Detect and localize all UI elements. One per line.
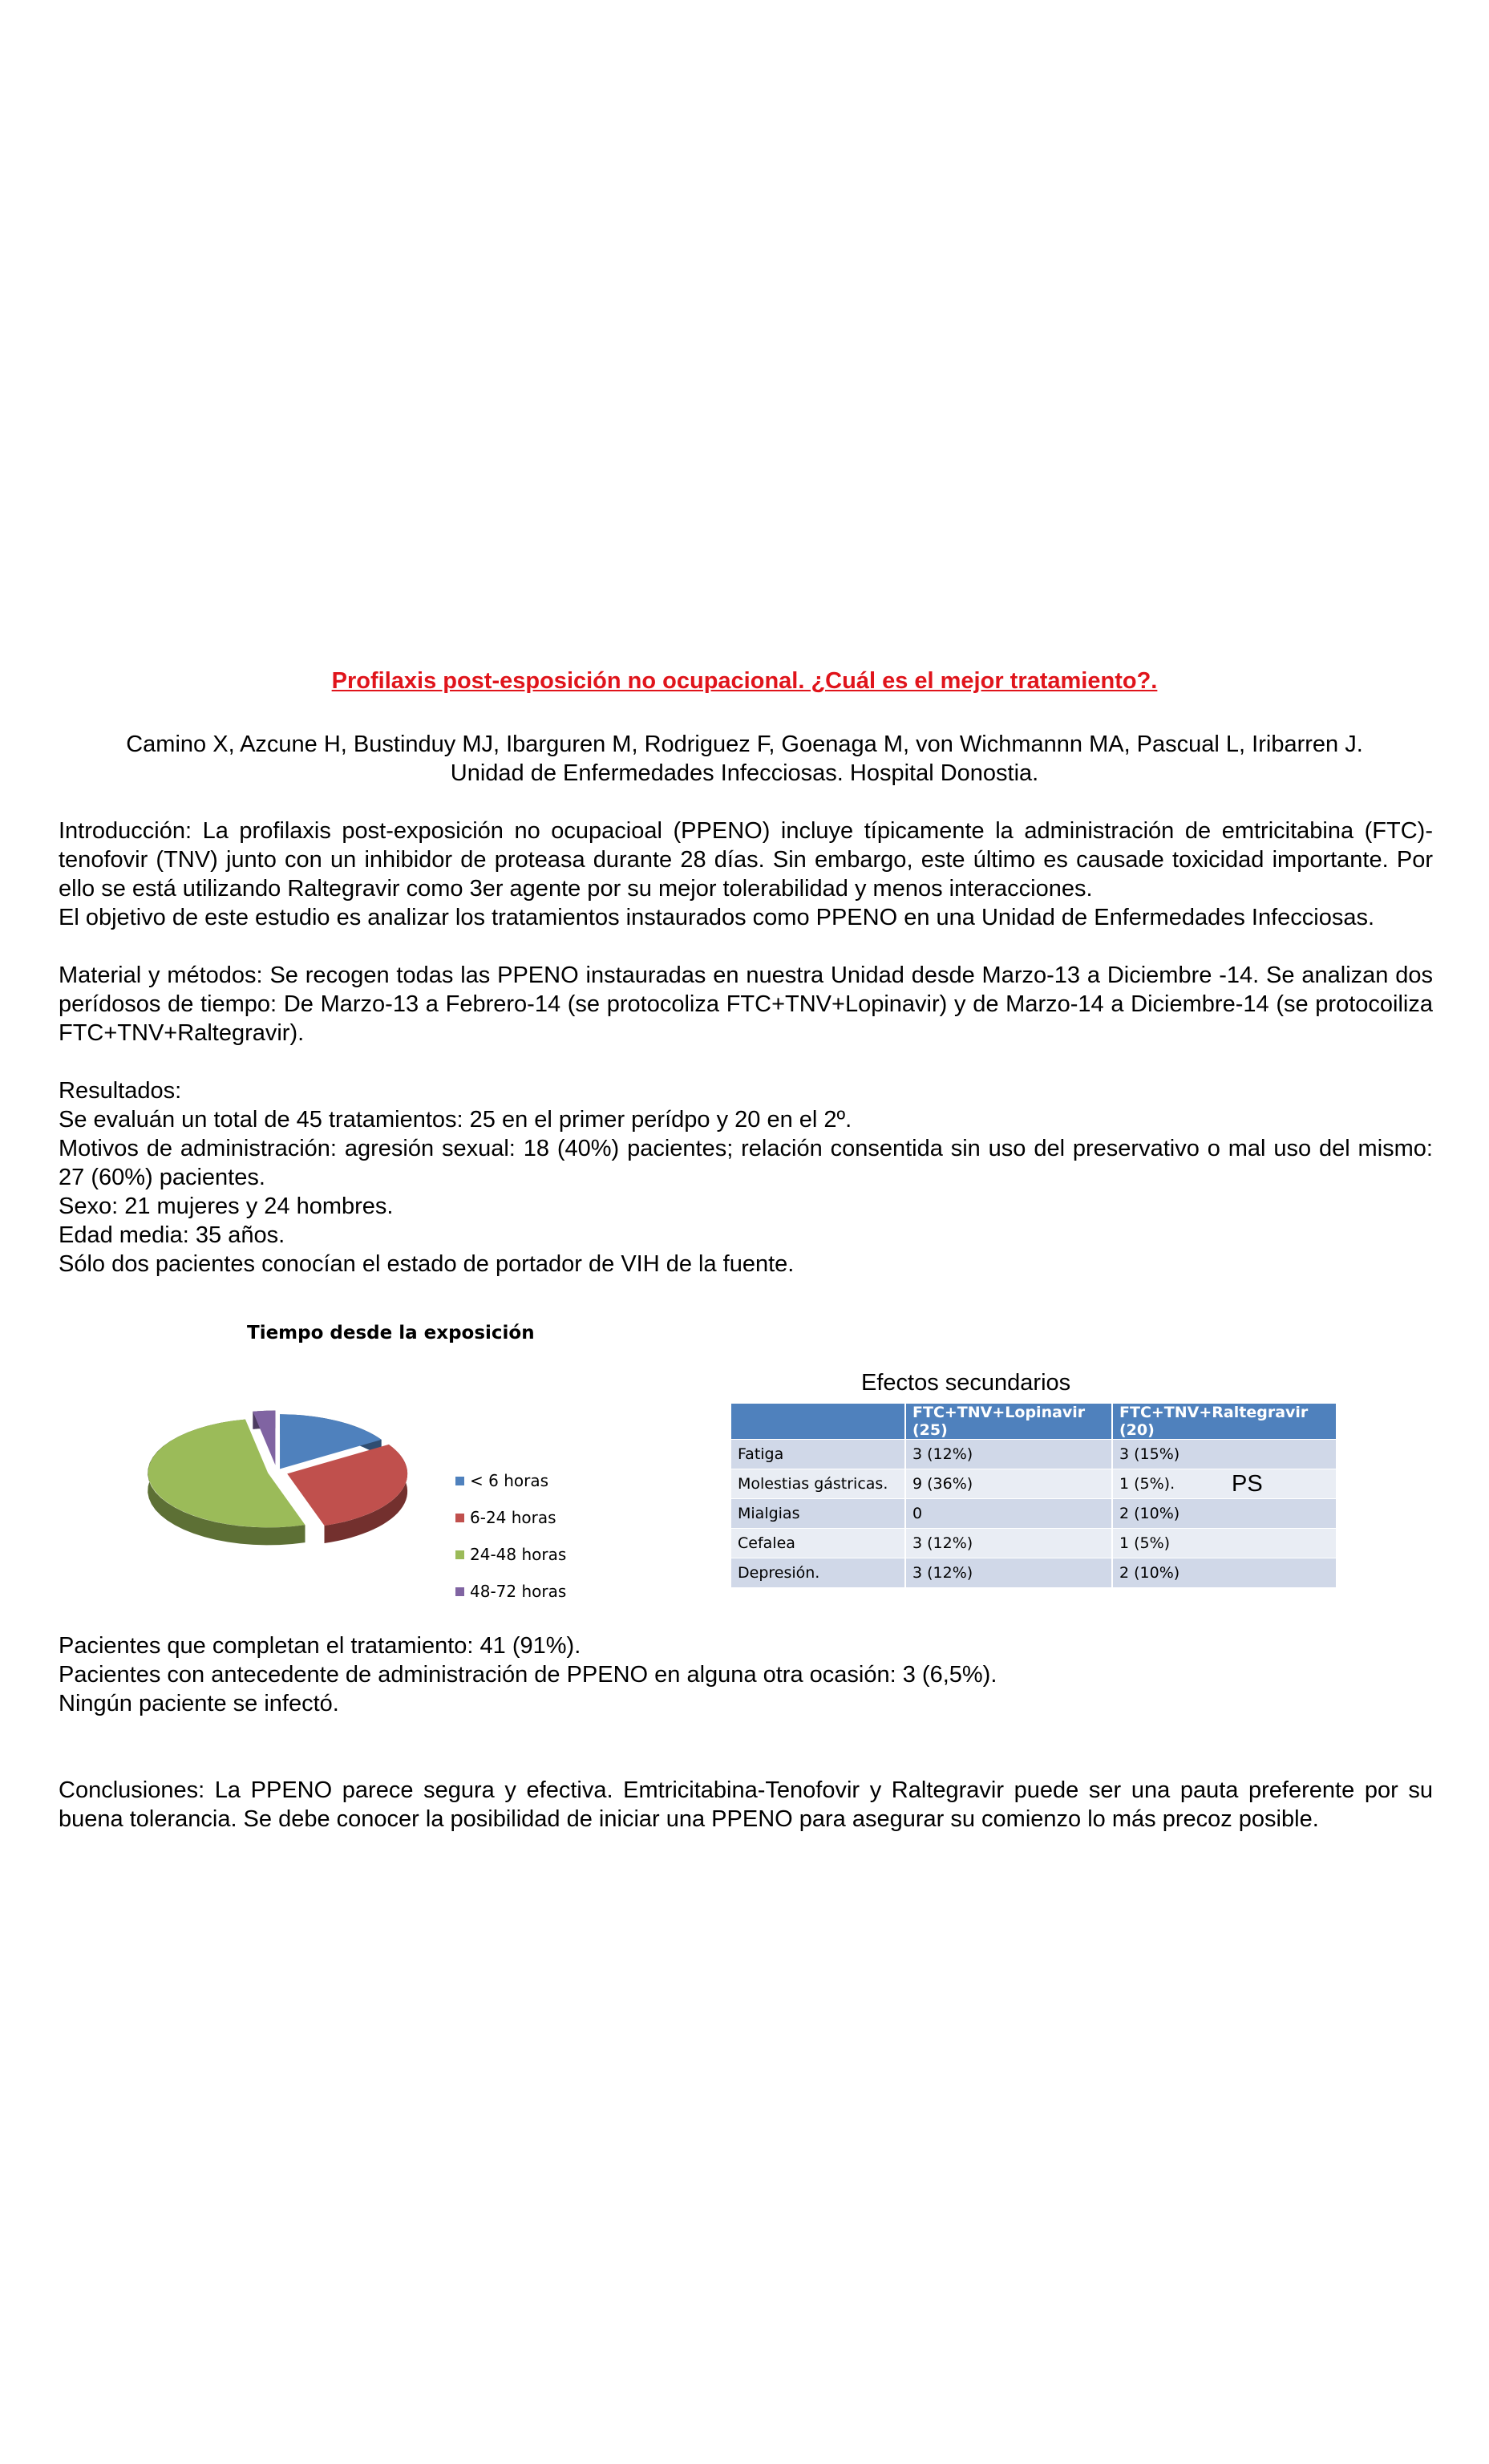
table-cell: Depresión. (731, 1558, 905, 1588)
legend-label: 24-48 horas (470, 1545, 567, 1564)
table-header-cell: FTC+TNV+Raltegravir (20) (1112, 1404, 1337, 1440)
pie-chart-svg (144, 1396, 409, 1572)
results-line: Se evaluán un total de 45 tratamientos: 25 en el primer perídpo y 20 en el 2º. (59, 1107, 852, 1133)
table-cell: 3 (12%) (905, 1440, 1112, 1469)
legend-label: 48-72 horas (470, 1582, 567, 1601)
completion-line: Pacientes con antecedente de administración de PPENO en alguna otra ocasión: 3 (6,5%). (59, 1662, 997, 1688)
table-header-cell: FTC+TNV+Lopinavir (25) (905, 1404, 1112, 1440)
table-title: Efectos secundarios (861, 1370, 1071, 1396)
conclusions-section (59, 1776, 1433, 1834)
table-row (731, 1529, 1337, 1558)
table-cell: 0 (905, 1499, 1112, 1529)
table-cell: 3 (12%) (905, 1529, 1112, 1558)
table-cell: 3 (15%) (1112, 1440, 1337, 1469)
table-cell: Fatiga (731, 1440, 905, 1469)
table-row (731, 1499, 1337, 1529)
chart-title: Tiempo desde la exposición (247, 1323, 535, 1343)
results-line: Edad media: 35 años. (59, 1222, 285, 1248)
completion-line: Pacientes que completan el tratamiento: 41 (91%). (59, 1633, 581, 1659)
objective-paragraph: El objetivo de este estudio es analizar los tratamientos instaurados como PPENO en una Unidad de Enfermedades Infecciosas. (59, 905, 1375, 930)
table-cell: 3 (12%) (905, 1558, 1112, 1588)
table-cell: 2 (10%) (1112, 1499, 1337, 1529)
legend-item (455, 1462, 566, 1499)
results-section (59, 1076, 1433, 1279)
table-cell: 9 (36%) (905, 1469, 1112, 1499)
legend-label: 6-24 horas (470, 1508, 556, 1527)
table-cell: Cefalea (731, 1529, 905, 1558)
table-row (731, 1440, 1337, 1469)
legend-swatch (455, 1477, 464, 1485)
table-cell: Mialgias (731, 1499, 905, 1529)
affiliation: Unidad de Enfermedades Infecciosas. Hospital Donostia. (450, 760, 1039, 786)
methods-section (59, 961, 1433, 1048)
table-header-row (731, 1404, 1337, 1440)
methods-paragraph: Material y métodos: Se recogen todas las PPENO instauradas en nuestra Unidad desde Marzo-13 a Diciembre -14. Se analizan dos perídosos de tiempo: De Marzo-13 a Febrero-14 (se protocoliza FTC+TNV+Lopinavir) y de Marzo-14 a Diciembre-14 (se protocoiliza FTC+TNV+Raltegravir). (59, 962, 1433, 1046)
results-heading: Resultados: (59, 1078, 182, 1104)
intro-paragraph: Introducción: La profilaxis post-exposición no ocupacioal (PPENO) incluye típicamente la administración de emtricitabina (FTC)-tenofovir (TNV) junto con un inhibidor de proteasa durante 28 días. Sin embargo, este último es causade toxicidad importante. Por ello se está utilizando Raltegravir como 3er agente por su mejor tolerabilidad y menos interacciones. (59, 818, 1433, 902)
authors: Camino X, Azcune H, Bustinduy MJ, Ibarguren M, Rodriguez F, Goenaga M, von Wichmannn MA, Pascual L, Iribarren J. (126, 732, 1363, 757)
results-line: Sexo: 21 mujeres y 24 hombres. (59, 1194, 394, 1219)
completion-section (59, 1631, 1433, 1718)
table-cell: 2 (10%) (1112, 1558, 1337, 1588)
conclusions-paragraph: Conclusiones: La PPENO parece segura y efectiva. Emtricitabina-Tenofovir y Raltegravir puede ser una pauta preferente por su buena tolerancia. Se debe conocer la posibilidad de iniciar una PPENO para asegurar su comienzo lo más precoz posible. (59, 1777, 1433, 1832)
table-header-cell (731, 1404, 905, 1440)
results-line: Sólo dos pacientes conocían el estado de portador de VIH de la fuente. (59, 1251, 795, 1277)
table-cell: Molestias gástricas. (731, 1469, 905, 1499)
legend-item (455, 1573, 566, 1610)
chart-legend (455, 1462, 566, 1610)
legend-item (455, 1499, 566, 1536)
introduction-section (59, 817, 1433, 932)
pie-chart (144, 1396, 409, 1572)
legend-swatch (455, 1550, 464, 1559)
results-line: Motivos de administración: agresión sexual: 18 (40%) pacientes; relación consentida sin uso del preservativo o mal uso del mismo: 27 (60%) pacientes. (59, 1136, 1433, 1190)
table-cell: 1 (5%). (1112, 1469, 1337, 1499)
legend-swatch (455, 1514, 464, 1522)
legend-swatch (455, 1587, 464, 1596)
completion-line: Ningún paciente se infectó. (59, 1691, 339, 1716)
ps-label: PS (1232, 1471, 1263, 1497)
table-cell: 1 (5%) (1112, 1529, 1337, 1558)
poster-title: Profilaxis post-esposición no ocupacional. ¿Cuál es el mejor tratamiento?. (331, 668, 1158, 694)
legend-label: < 6 horas (470, 1471, 549, 1490)
table-row (731, 1558, 1337, 1588)
legend-item (455, 1536, 566, 1573)
